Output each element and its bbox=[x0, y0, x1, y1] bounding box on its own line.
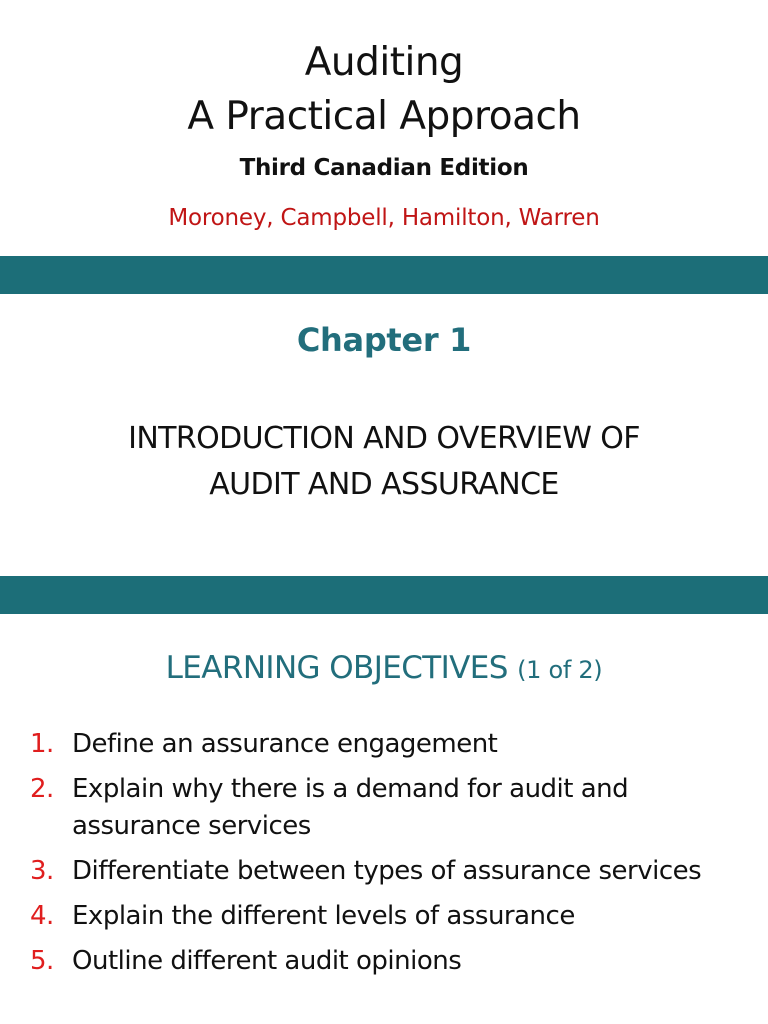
objective-text: Define an assurance engagement bbox=[72, 729, 498, 759]
objective-text: Explain the different levels of assurance bbox=[72, 901, 575, 931]
objectives-list bbox=[30, 726, 750, 988]
objective-text: Differentiate between types of assurance services bbox=[72, 856, 702, 886]
list-item bbox=[30, 726, 750, 763]
book-title-line-2: A Practical Approach bbox=[187, 94, 581, 139]
objective-number: 1. bbox=[30, 729, 54, 759]
chapter-title-line-2: AUDIT AND ASSURANCE bbox=[209, 467, 559, 502]
list-item bbox=[30, 771, 750, 845]
chapter-title-line-1: INTRODUCTION AND OVERVIEW OF bbox=[128, 421, 640, 456]
objective-number: 2. bbox=[30, 774, 54, 804]
book-title-line-1: Auditing bbox=[304, 40, 464, 85]
divider-band-top bbox=[0, 256, 768, 294]
objective-text: Explain why there is a demand for audit and assurance services bbox=[72, 774, 629, 841]
objective-number: 4. bbox=[30, 901, 54, 931]
chapter-title bbox=[0, 416, 768, 508]
divider-band-bottom bbox=[0, 576, 768, 614]
chapter-label: Chapter 1 bbox=[296, 321, 472, 359]
list-item bbox=[30, 853, 750, 890]
objective-number: 3. bbox=[30, 856, 54, 886]
learning-objectives-heading bbox=[0, 645, 768, 693]
edition-label: Third Canadian Edition bbox=[239, 155, 529, 181]
learning-objectives-title: LEARNING OBJECTIVES bbox=[165, 650, 508, 686]
authors-line: Moroney, Campbell, Hamilton, Warren bbox=[168, 205, 600, 231]
page-indicator: (1 of 2) bbox=[517, 656, 603, 684]
list-item bbox=[30, 943, 750, 980]
list-item bbox=[30, 898, 750, 935]
objective-number: 5. bbox=[30, 946, 54, 976]
objective-text: Outline different audit opinions bbox=[72, 946, 462, 976]
